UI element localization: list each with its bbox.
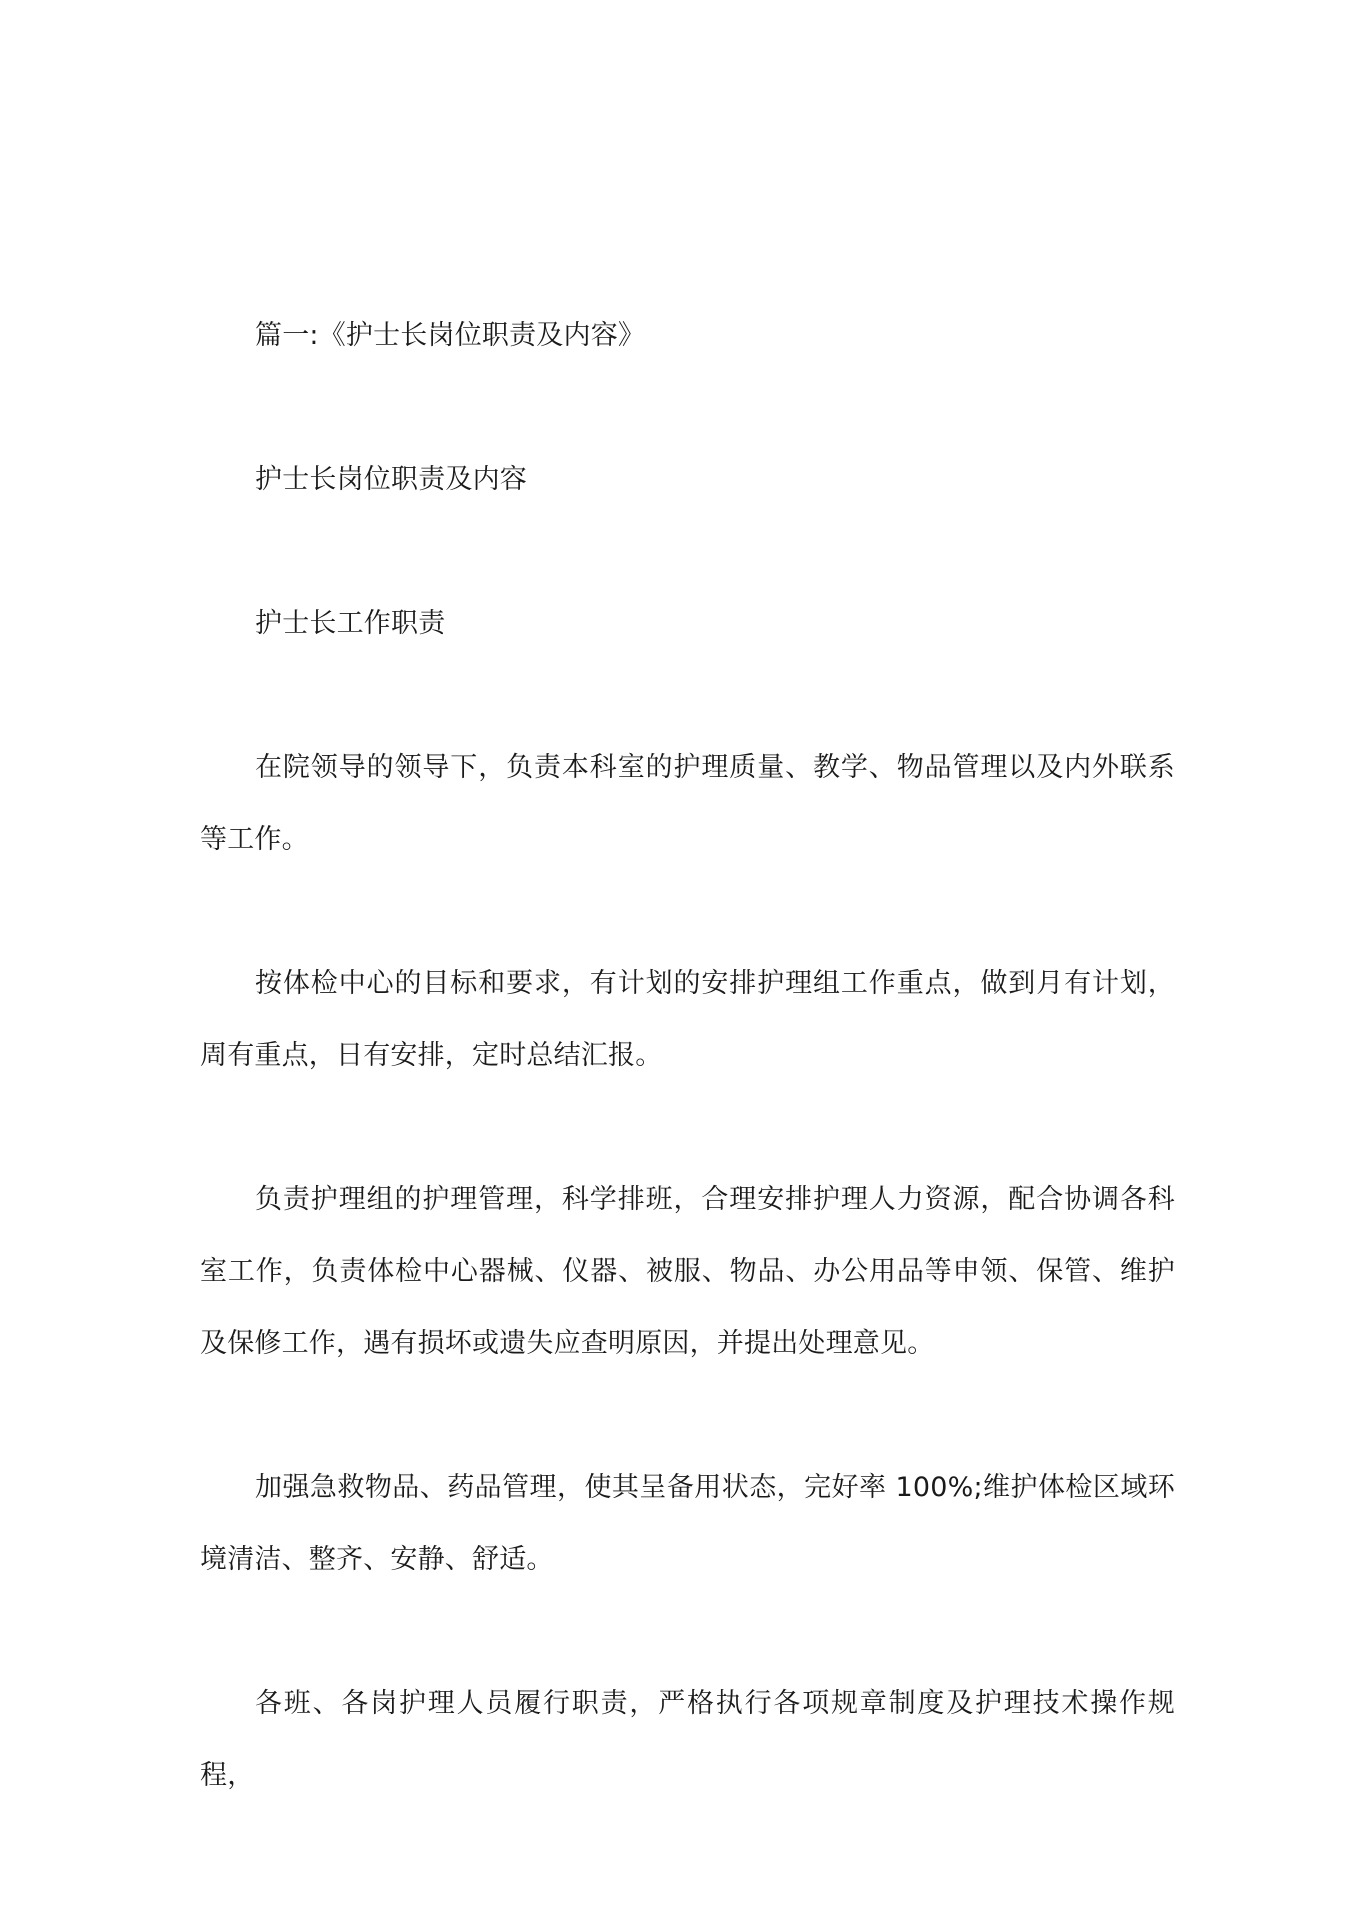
paragraph: 在院领导的领导下，负责本科室的护理质量、教学、物品管理以及内外联系等工作。 xyxy=(200,752,1175,855)
paragraph: 加强急救物品、药品管理，使其呈备用状态，完好率 100%;维护体检区域环境清洁、整齐、安静、舒适。 xyxy=(200,1472,1175,1575)
document-section-title: 篇一:《护士长岗位职责及内容》 xyxy=(255,320,646,351)
document-body xyxy=(200,300,1175,1884)
paragraph: 负责护理组的护理管理，科学排班，合理安排护理人力资源，配合协调各科室工作，负责体检中心器械、仪器、被服、物品、办公用品等申领、保管、维护及保修工作，遇有损坏或遗失应查明原因，并提出处理意见。 xyxy=(200,1184,1175,1359)
document-title: 护士长岗位职责及内容 xyxy=(255,464,527,495)
paragraph: 按体检中心的目标和要求，有计划的安排护理组工作重点，做到月有计划，周有重点，日有安排，定时总结汇报。 xyxy=(200,968,1175,1071)
document-subtitle: 护士长工作职责 xyxy=(255,608,446,639)
paragraph: 各班、各岗护理人员履行职责，严格执行各项规章制度及护理技术操作规程， xyxy=(200,1688,1175,1791)
